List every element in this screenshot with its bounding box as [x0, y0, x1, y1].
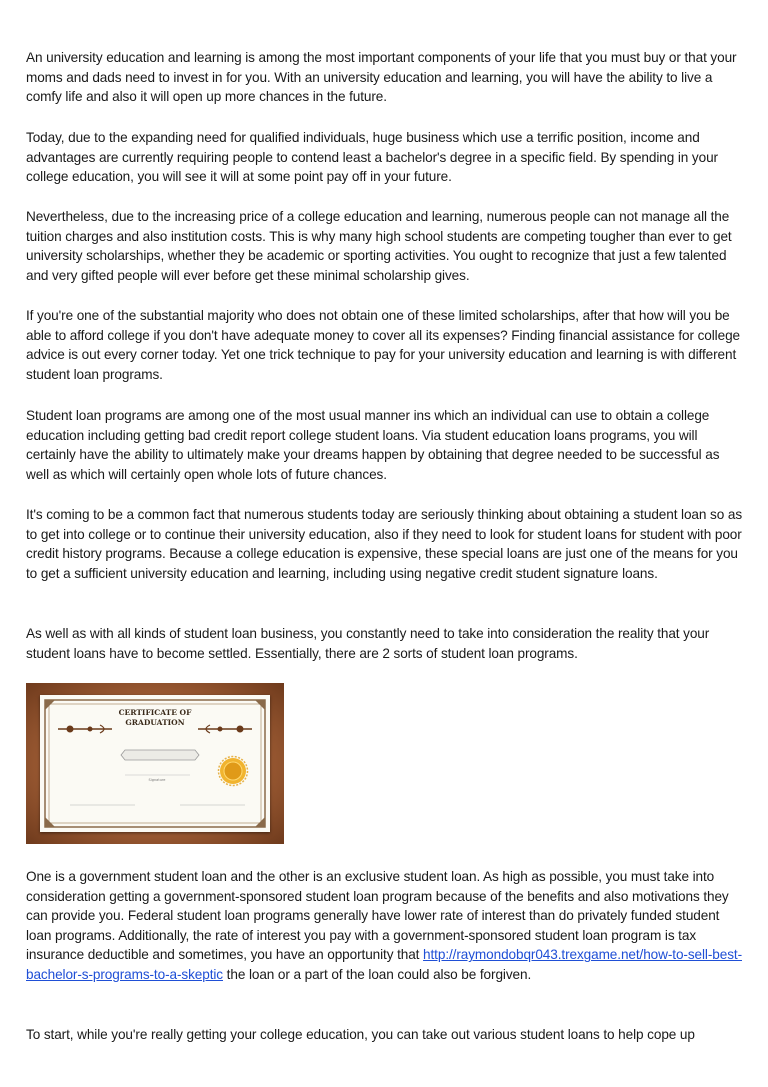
paragraph-4: If you're one of the substantial majority who does not obtain one of these limited scholarships, after that how will you be able to afford college if you don't have adequate money to cover all its expenses? Finding financial assistance for college advice is out every corner today. Yet one trick technique to pay for your university education and learning is with different student loan programs. [26, 308, 740, 382]
article-link[interactable]: http://raymondobqr043.trexgame.net/how-to-sell-best-bachelor-s-programs-to-a-skeptic [26, 947, 742, 982]
signature-caption: Signature [148, 778, 166, 782]
left-flourish-icon [58, 725, 112, 733]
paragraph-2: Today, due to the expanding need for qualified individuals, huge business which use a terrific position, income and advantages are currently requiring people to contend least a bachelor's degree in a specific field. By spending in your college education, you will see it will at some point pay off in your future. [26, 130, 718, 185]
paragraph-9: To start, while you're really getting your college education, you can take out various student loans to help cope up [26, 1027, 695, 1042]
certificate-title-line2: GRADUATION [125, 718, 185, 727]
paragraph-8 [26, 867, 744, 985]
ribbon-banner-icon [121, 750, 199, 760]
right-flourish-icon [198, 725, 252, 733]
certificate-paper [40, 695, 270, 832]
gold-seal-icon [219, 757, 248, 786]
paragraph-7: As well as with all kinds of student loan business, you constantly need to take into consideration the reality that your student loans have to become settled. Essentially, there are 2 sorts of student loan programs. [26, 626, 710, 661]
paragraph-5: Student loan programs are among one of the most usual manner ins which an individual can use to obtain a college education including getting bad credit report college student loans. Via student education loans programs, you will certainly have the ability to ultimately make your dreams happen by obtaining that degree needed to be successful as well as which will certainly open whole lots of future chances. [26, 408, 720, 482]
paragraph-3: Nevertheless, due to the increasing price of a college education and learning, numerous people can not manage all the tuition charges and also institution costs. This is why many high school students are competing tougher than ever to get university scholarships, whether they be academic or sporting activities. You ought to recognize that just a few talented and very gifted people will ever before get these minimal scholarship gives. [26, 209, 732, 283]
paragraph-1: An university education and learning is among the most important components of your life that you must buy or that your moms and dads need to invest in for you. With an university education and learning, you will have the ability to live a comfy life and also it will open up more chances in the future. [26, 50, 737, 105]
paragraph-8-text-before: One is a government student loan and the other is an exclusive student loan. As high as possible, you must take into consideration getting a government-sponsored student loan program because of the benefits and also motivations they can provide you. Federal student loan programs generally have lower rate of interest than do privately funded student loan programs. Additionally, the rate of interest you pay with a government-sponsored student loan program is tax insurance deductible and sometimes, you have an opportunity that [26, 869, 729, 963]
certificate-image [26, 683, 284, 844]
certificate-title-line1: CERTIFICATE OF [118, 708, 192, 717]
certificate-illustration [40, 695, 270, 832]
paragraph-6: It's coming to be a common fact that numerous students today are seriously thinking about obtaining a student loan so as to get into college or to continue their university education, also if they need to look for student loans for student with poor credit history programs. Because a college education is expensive, these special loans are just one of the means for you to get a sufficient university education and learning, including using negative credit student signature loans. [26, 507, 743, 581]
paragraph-8-text-after: the loan or a part of the loan could also be forgiven. [223, 966, 532, 982]
